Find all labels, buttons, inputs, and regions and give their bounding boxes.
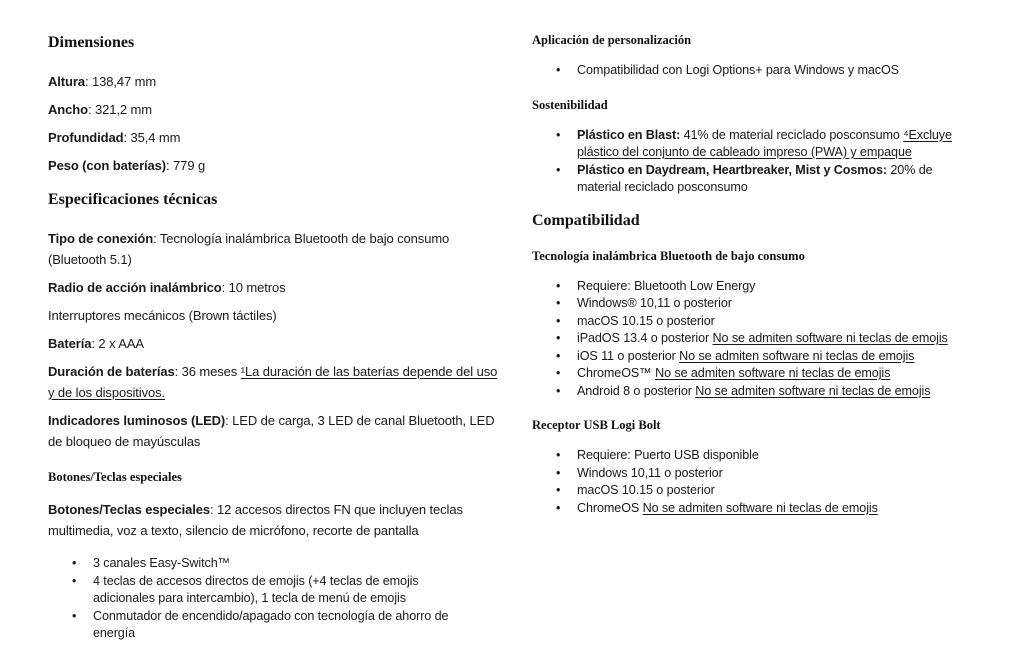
spec-value: : LED de carga, 3 LED de canal Bluetooth, LED de bloqueo de mayúsculas (48, 413, 495, 449)
list-item-label: Plástico en Daydream, Heartbreaker, Mist y Cosmos: (577, 162, 887, 177)
list-item-text: 41% de material reciclado posconsumo (680, 127, 904, 142)
list-item (532, 330, 968, 348)
list-item (532, 127, 968, 162)
subsection-heading-bluetooth: Tecnología inalámbrica Bluetooth de bajo consumo (532, 248, 805, 263)
list-item-text: iOS 11 o posterior (577, 348, 680, 363)
footnote-text: No se admiten software ni teclas de emojis (679, 348, 915, 363)
list-item (532, 295, 968, 313)
list-item-text: Android 8 o posterior (577, 383, 696, 398)
subsection-heading-botones: Botones/Teclas especiales (48, 470, 182, 484)
spec-value: : 10 metros (221, 280, 286, 295)
list-item-text: 4 teclas de accesos directos de emojis (+4 teclas de emojis adicionales para intercambio), 1 tecla de menú de emojis (93, 573, 419, 605)
spec-value: Interruptores mecánicos (Brown táctiles) (48, 308, 277, 323)
spec-value: : 138,47 mm (84, 74, 157, 89)
list-item (532, 465, 968, 483)
footnote-text: ¹La duración de las baterías depende del uso y de los dispositivos. (48, 364, 498, 400)
list-item-text: Windows® 10,11 o posterior (577, 296, 732, 310)
personalization-list (532, 62, 968, 80)
list-item (48, 608, 460, 643)
spec-line-altura (48, 71, 503, 92)
list-item-text: macOS 10.15 o posterior (577, 313, 715, 328)
spec-line-indicadores (48, 410, 503, 452)
list-item (532, 383, 968, 401)
section-heading-dimensiones: Dimensiones (48, 34, 135, 51)
sustainability-list (532, 127, 968, 197)
special-keys-list (48, 555, 503, 643)
spec-line-bateria (48, 333, 503, 354)
spec-line-conexion (48, 228, 503, 270)
list-item (532, 162, 968, 197)
right-column (532, 33, 968, 649)
spec-label: Peso (con baterías) (48, 158, 167, 173)
spec-label: Ancho (48, 102, 88, 117)
spec-label: Tipo de conexión (48, 231, 154, 246)
list-item (532, 62, 968, 80)
section-heading-compatibilidad: Compatibilidad (532, 211, 640, 229)
list-item (532, 278, 968, 296)
spec-line-interruptores (48, 305, 503, 326)
section-heading-especificaciones: Especificaciones técnicas (48, 191, 218, 208)
list-item-text: Conmutador de encendido/apagado con tecnología de ahorro de energía (93, 608, 449, 640)
spec-label: Botones/Teclas especiales (48, 502, 211, 517)
list-item (532, 482, 968, 500)
spec-label: Duración de baterías (48, 364, 175, 379)
list-item-text: 3 canales Easy-Switch™ (93, 556, 231, 570)
spec-value: : 12 accesos directos FN que incluyen teclas multimedia, voz a texto, silencio de micrófono, recorte de pantalla (48, 502, 463, 538)
list-item-text: ChromeOS™ (577, 366, 656, 380)
list-item (532, 348, 968, 366)
footnote-text: No se admiten software ni teclas de emojis (642, 500, 878, 515)
spec-line-ancho (48, 99, 503, 120)
list-item-text: macOS 10.15 o posterior (577, 483, 715, 497)
usb-compat-list (532, 447, 968, 517)
footnote-text: No se admiten software ni teclas de emojis (655, 366, 891, 380)
list-item-text: 20% de material reciclado posconsumo (577, 162, 933, 194)
spec-line-botones (48, 499, 503, 541)
list-item (532, 500, 968, 518)
list-item (48, 555, 460, 573)
list-item (532, 313, 968, 331)
list-item-text: Compatibilidad con Logi Options+ para Windows y macOS (577, 63, 899, 77)
spec-value: : Tecnología inalámbrica Bluetooth de bajo consumo (Bluetooth 5.1) (48, 231, 450, 267)
spec-line-radio (48, 277, 503, 298)
spec-label: Batería (48, 336, 92, 351)
spec-line-peso (48, 155, 503, 176)
spec-line-profundidad (48, 127, 503, 148)
spec-value: : 2 x AAA (91, 336, 144, 351)
spec-label: Altura (48, 74, 85, 89)
spec-label: Indicadores luminosos (LED) (48, 413, 226, 428)
spec-label: Radio de acción inalámbrico (48, 280, 222, 295)
spec-value: : 36 meses (174, 364, 241, 379)
footnote-text: No se admiten software ni teclas de emojis (695, 383, 931, 398)
list-item-label: Plástico en Blast: (577, 127, 681, 142)
spec-label: Profundidad (48, 130, 124, 145)
footnote-text: No se admiten software ni teclas de emojis (712, 331, 948, 345)
list-item-text: ChromeOS (577, 500, 643, 515)
subsection-heading-personalizacion: Aplicación de personalización (532, 33, 692, 47)
list-item-text: Windows 10,11 o posterior (577, 465, 723, 480)
subsection-heading-sostenibilidad: Sostenibilidad (532, 97, 608, 112)
spec-line-duracion (48, 361, 503, 403)
list-item (48, 573, 460, 608)
list-item-text: iPadOS 13.4 o posterior (577, 331, 713, 345)
spec-value: : 779 g (166, 158, 206, 173)
list-item-text: Requiere: Bluetooth Low Energy (577, 278, 756, 293)
left-column (48, 33, 503, 649)
list-item (532, 365, 968, 383)
spec-value: : 321,2 mm (87, 102, 152, 117)
subsection-heading-usb-receiver: Receptor USB Logi Bolt (532, 418, 661, 432)
footnote-text: ⁴Excluye plástico del conjunto de cableado impreso (PWA) y empaque (577, 127, 952, 159)
list-item-text: Requiere: Puerto USB disponible (577, 448, 759, 462)
bluetooth-compat-list (532, 278, 968, 401)
spec-value: : 35,4 mm (123, 130, 181, 145)
list-item (532, 447, 968, 465)
